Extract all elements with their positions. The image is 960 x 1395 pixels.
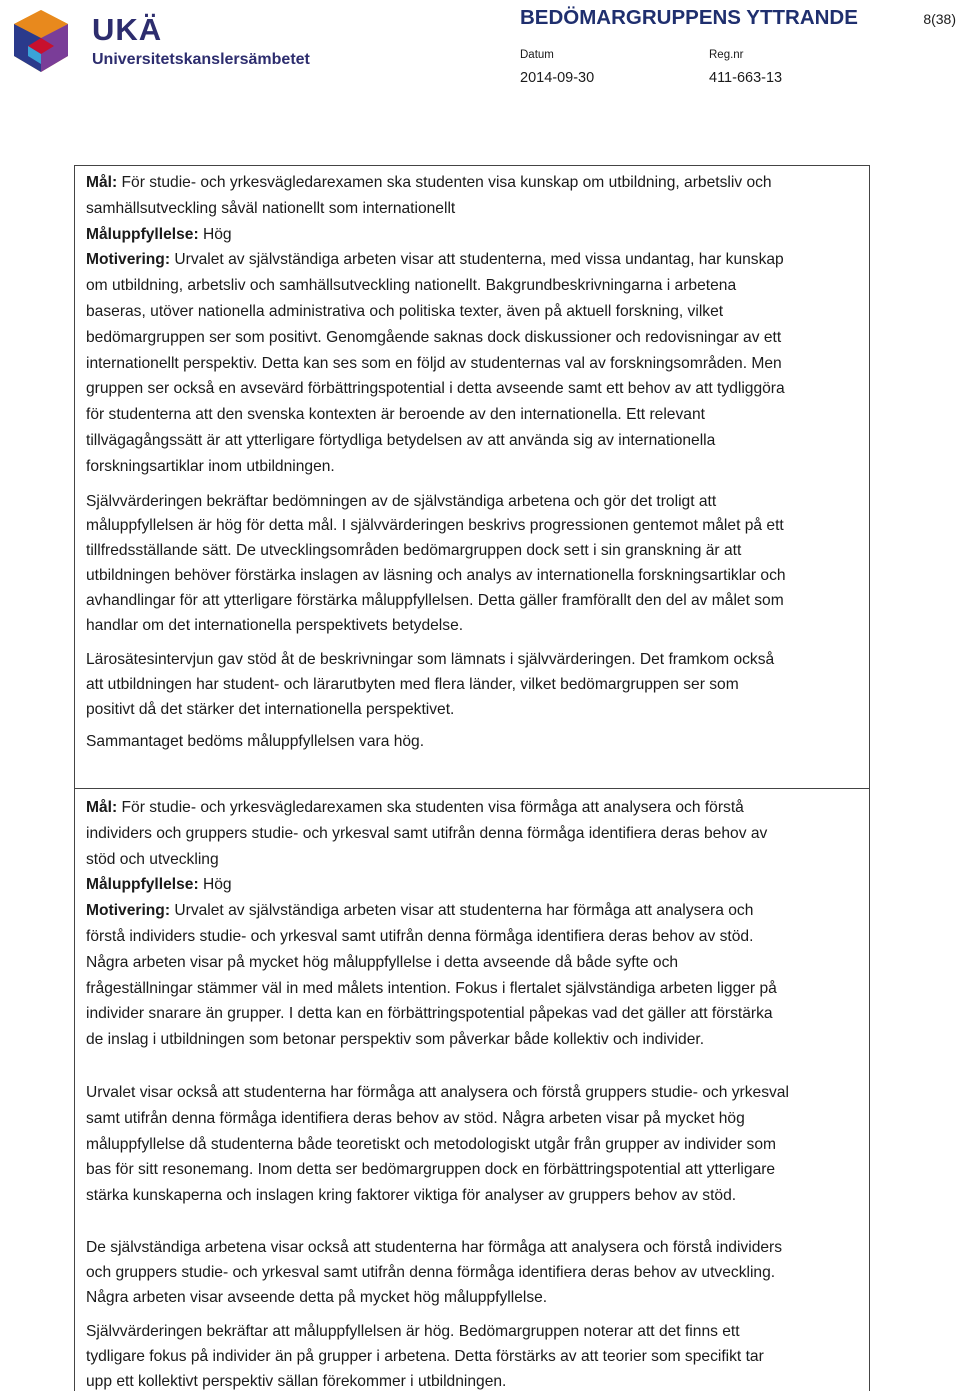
motivation-label: Motivering: xyxy=(86,251,171,269)
paragraph-line: tydligare fokus på individer än på grupper i arbetena. Detta förstärks av att teorier som specifikt tar xyxy=(86,1348,764,1366)
conclusion-line: Sammantaget bedöms måluppfyllelsen vara hög. xyxy=(86,732,425,750)
paragraph-line: internationellt perspektiv. Detta kan ses som en följd av studenternas val av forskningsområden. Men xyxy=(86,354,782,372)
goal-text: För studie- och yrkesvägledarexamen ska studenten visa kunskap om utbildning, arbetsliv och xyxy=(117,174,772,191)
paragraph-line: positivt då det stärker det internationella perspektivet. xyxy=(86,700,455,718)
paragraph-line: avhandlingar för att ytterligare förstärka måluppfyllelsen. Detta gäller framförallt den del av målet som xyxy=(86,591,784,609)
fulfilment-label: Måluppfyllelse: xyxy=(86,876,199,894)
goal-label: Mål: xyxy=(86,174,118,191)
goal-label: Mål: xyxy=(86,799,118,816)
paragraph-line: Urvalet av självständiga arbeten visar att studenterna har förmåga att analysera och xyxy=(170,902,754,920)
regnr-value: 411-663-13 xyxy=(709,70,783,86)
paragraph-line: att utbildningen har student- och lärarutbyten med flera länder, vilket bedömargruppen ser som xyxy=(86,676,739,694)
goal-text-cont: samhällsutveckling såväl nationellt som internationellt xyxy=(86,199,456,217)
logo-org-name: Universitetskanslersämbetet xyxy=(92,51,310,68)
page-number: 8(38) xyxy=(923,11,956,27)
fulfilment-value: Hög xyxy=(198,225,232,243)
paragraph-line: stärka kunskaperna och inslagen kring faktorer viktiga för analyser av gruppers behov av stöd. xyxy=(86,1187,737,1205)
paragraph-line: Några arbeten visar avseende detta på mycket hög måluppfyllelse. xyxy=(86,1288,548,1306)
logo-text xyxy=(92,14,310,70)
paragraph-line: Lärosätesintervjun gav stöd åt de beskrivningar som lämnats i självvärderingen. Det framkom också xyxy=(86,651,775,669)
paragraph-line: bedömargruppen ser som positivt. Genomgående saknas dock diskussioner och redovisningar av ett xyxy=(86,328,782,346)
paragraph-line: och gruppers studie- och yrkesval samt utifrån denna förmåga identifiera deras behov av utveckling. xyxy=(86,1263,776,1281)
motivation-line xyxy=(86,247,859,273)
uka-emblem-icon xyxy=(10,8,72,74)
paragraph-line: frågeställningar stämmer väl in med målets intention. Fokus i flertalet självständiga arbeten ligger på xyxy=(86,979,777,997)
paragraph-line: Självvärderingen bekräftar bedömningen av de självständiga arbetena och gör det troligt att xyxy=(86,492,717,510)
paragraph-line: tillvägagångssätt är att ytterligare förtydliga betydelsen av att använda sig av internationella xyxy=(86,431,716,449)
paragraph-line: handlar om det internationella perspektivets betydelse. xyxy=(86,616,464,634)
paragraph-line: gruppen ser också en avsevärd förbättringspotential i detta avseende samt ett behov av att tydliggöra xyxy=(86,380,785,398)
paragraph-line: Urvalet av självständiga arbeten visar att studenterna, med vissa undantag, har kunskap xyxy=(170,251,784,269)
paragraph-line: forskningsartiklar inom utbildningen. xyxy=(86,457,335,475)
page-header xyxy=(0,0,960,110)
paragraph-line: de inslag i utbildningen som betonar perspektiv som påverkar både kollektiv och individer. xyxy=(86,1031,705,1049)
paragraph-line: individer snarare än grupper. I detta kan en förbättringspotential påpekas vad det gäller att förstärka xyxy=(86,1005,773,1023)
paragraph-line: samt utifrån denna förmåga identifiera deras behov av stöd. Några arbeten visar på mycket hög xyxy=(86,1109,745,1127)
paragraph-line: bas för sitt resonemang. Inom detta ser bedömargruppen dock en förbättringspotential att ytterligare xyxy=(86,1161,776,1179)
goal-line xyxy=(86,170,859,196)
assessment-section-2 xyxy=(74,788,870,1391)
paragraph-line: baseras, utöver nationella administrativa och politiska texter, även på aktuell forskning, vilket xyxy=(86,302,724,320)
uka-logo xyxy=(10,6,310,76)
fulfilment-value: Hög xyxy=(198,876,232,894)
paragraph-line: utbildningen behöver förstärka inslagen av läsning och analys av internationella forskningsartiklar och xyxy=(86,566,786,584)
paragraph-line: De självständiga arbetena visar också att studenterna har förmåga att analysera och förstå individers xyxy=(86,1238,783,1256)
logo-abbr: UKÄ xyxy=(92,12,163,47)
goal-line xyxy=(86,795,859,821)
goal-text-cont: stöd och utveckling xyxy=(86,850,219,868)
paragraph-line: för studenterna att den svenska kontexten är beroende av den internationella. Ett relevant xyxy=(86,406,705,424)
goal-text: För studie- och yrkesvägledarexamen ska studenten visa förmåga att analysera och förstå xyxy=(117,799,744,816)
paragraph-line: måluppfyllelsen är hög för detta mål. I självvärderingen beskrivs progressionen gentemot målet på ett xyxy=(86,517,784,535)
date-label: Datum xyxy=(520,49,554,61)
paragraph-line: Självvärderingen bekräftar att måluppfyllelsen är hög. Bedömargruppen noterar att det finns ett xyxy=(86,1323,740,1341)
paragraph-line: Urvalet visar också att studenterna har förmåga att analysera och förstå gruppers studie- och yrkesval xyxy=(86,1083,789,1101)
motivation-label: Motivering: xyxy=(86,902,171,920)
paragraph-line: måluppfyllelse då studenterna både teoretiskt och metodologiskt utgår från grupper av individer som xyxy=(86,1135,776,1153)
paragraph-line: om utbildning, arbetsliv och samhällsutveckling nationellt. Bakgrundbeskrivningarna i arbetena xyxy=(86,277,737,295)
paragraph-line: förstå individers studie- och yrkesval samt utifrån denna förmåga identifiera deras behov av stöd. xyxy=(86,927,754,945)
document-title: BEDÖMARGRUPPENS YTTRANDE xyxy=(520,6,858,29)
regnr-label: Reg.nr xyxy=(709,49,744,61)
fulfilment-line xyxy=(86,222,859,248)
paragraph-line: Några arbeten visar på mycket hög måluppfyllelse i detta avseende då både syfte och xyxy=(86,953,679,971)
assessment-section-1 xyxy=(74,165,870,789)
paragraph-line: tillfredsställande sätt. De utvecklingsområden bedömargruppen dock sett i sin granskning är att xyxy=(86,542,742,560)
goal-text-cont: individers och gruppers studie- och yrkesval samt utifrån denna förmåga identifiera deras behov av xyxy=(86,824,768,842)
fulfilment-label: Måluppfyllelse: xyxy=(86,225,199,243)
motivation-line xyxy=(86,898,859,924)
fulfilment-line xyxy=(86,872,859,898)
date-value: 2014-09-30 xyxy=(520,70,595,86)
paragraph-line: upp ett kollektivt perspektiv sällan förekommer i utbildningen. xyxy=(86,1372,507,1390)
